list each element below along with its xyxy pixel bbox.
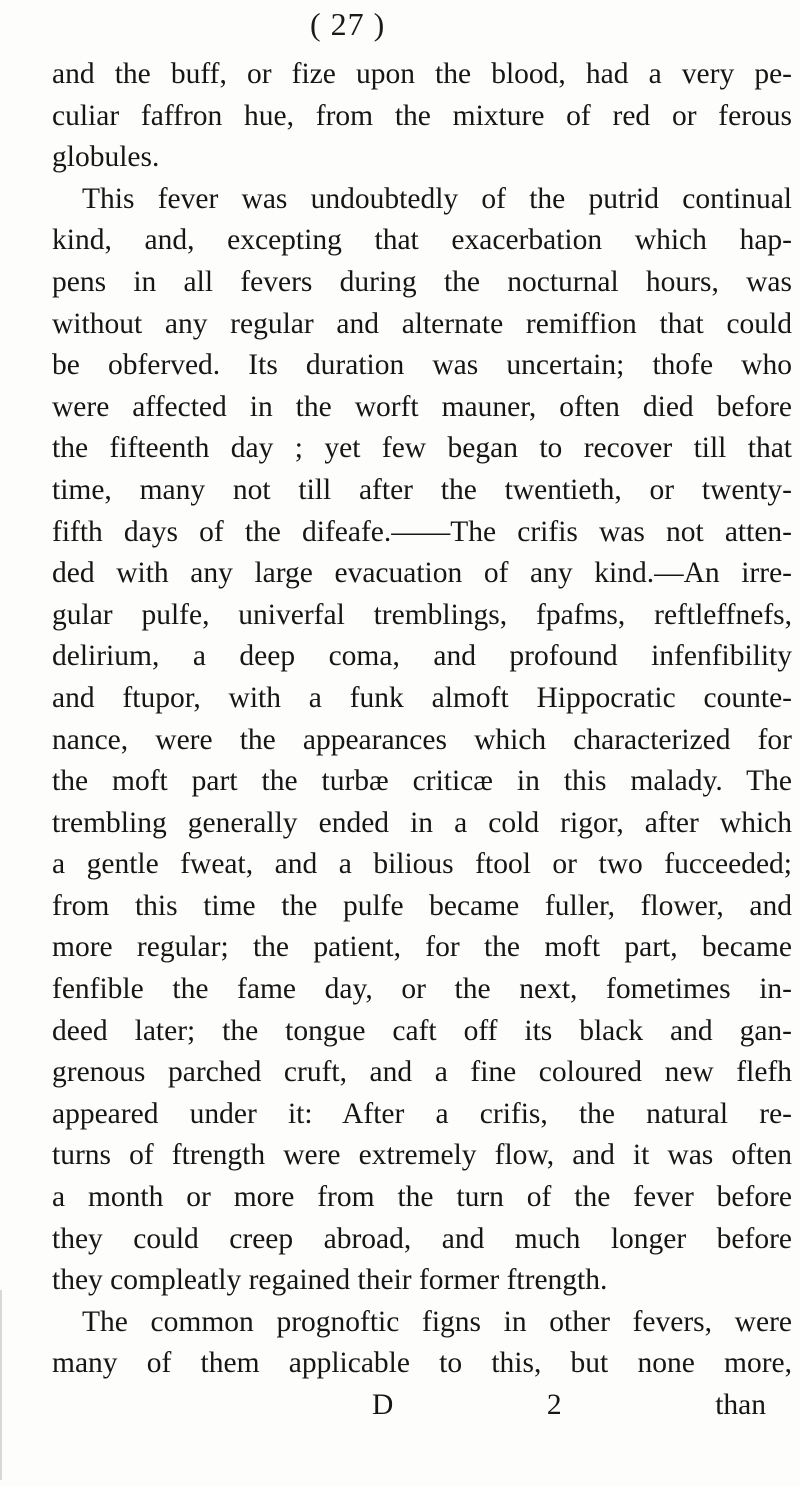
text-line: ded with any large evacuation of any kind.—An irre- [52, 557, 792, 590]
text-line: and ftupor, with a funk almoft Hippocratic counte- [52, 681, 792, 714]
text-line: grenous parched cruft, and a fine coloured new flefh [52, 1056, 792, 1089]
text-line: they compleatly regained their former ftrength. [52, 1264, 608, 1297]
text-line: The common prognoftic figns in other fevers, were [82, 1305, 792, 1338]
signature-line [52, 1385, 792, 1427]
text-line: nance, were the appearances which characterized for [52, 723, 792, 756]
text-line: This fever was undoubtedly of the putrid continual [82, 182, 792, 215]
text-line: the moft part the turbæ criticæ in this malady. The [52, 765, 792, 798]
text-line: be obferved. Its duration was uncertain; thofe who [52, 349, 792, 382]
text-line: deed later; the tongue caft off its black and gan- [52, 1014, 792, 1047]
text-line: from this time the pulfe became fuller, flower, and [52, 889, 792, 922]
text-line: fifth days of the difeafe.——The crifis was not atten- [52, 515, 792, 548]
text-line: globules. [52, 141, 160, 174]
body-text [52, 54, 792, 1427]
text-line: culiar faffron hue, from the mixture of red or ferous [52, 99, 792, 132]
text-line: appeared under it: After a crifis, the natural re- [52, 1097, 792, 1130]
text-line: delirium, a deep coma, and profound infenfibility [52, 640, 792, 673]
text-line: time, many not till after the twentieth, or twenty- [52, 473, 792, 506]
text-line: and the buff, or fize upon the blood, had a very pe- [52, 58, 792, 90]
page-edge-shadow [0, 1290, 2, 1480]
text-line: a gentle fweat, and a bilious ftool or two fucceeded; [52, 848, 792, 881]
text-line: kind, and, excepting that exacerbation which hap- [52, 224, 792, 257]
text-line: the fifteenth day ; yet few began to recover till that [52, 432, 792, 465]
signature-mark: D 2 [372, 1389, 562, 1421]
text-line: turns of ftrength were extremely flow, and it was often [52, 1139, 792, 1172]
text-line: more regular; the patient, for the moft part, became [52, 931, 792, 964]
text-line: they could creep abroad, and much longer before [52, 1222, 792, 1255]
page-number-header: ( 27 ) [310, 6, 386, 42]
catchword: than [715, 1389, 766, 1421]
text-line: pens in all fevers during the nocturnal hours, was [52, 265, 792, 298]
text-line: a month or more from the turn of the fever before [52, 1181, 792, 1214]
text-line: trembling generally ended in a cold rigor, after which [52, 806, 792, 839]
text-line: many of them applicable to this, but none more, [52, 1347, 792, 1380]
text-line: were affected in the worft mauner, often died before [52, 390, 792, 423]
text-line: fenfible the fame day, or the next, fometimes in- [52, 973, 792, 1006]
text-line: gular pulfe, univerfal tremblings, fpafms, reftleffnefs, [52, 598, 792, 631]
text-line: without any regular and alternate remiffion that could [52, 307, 792, 340]
